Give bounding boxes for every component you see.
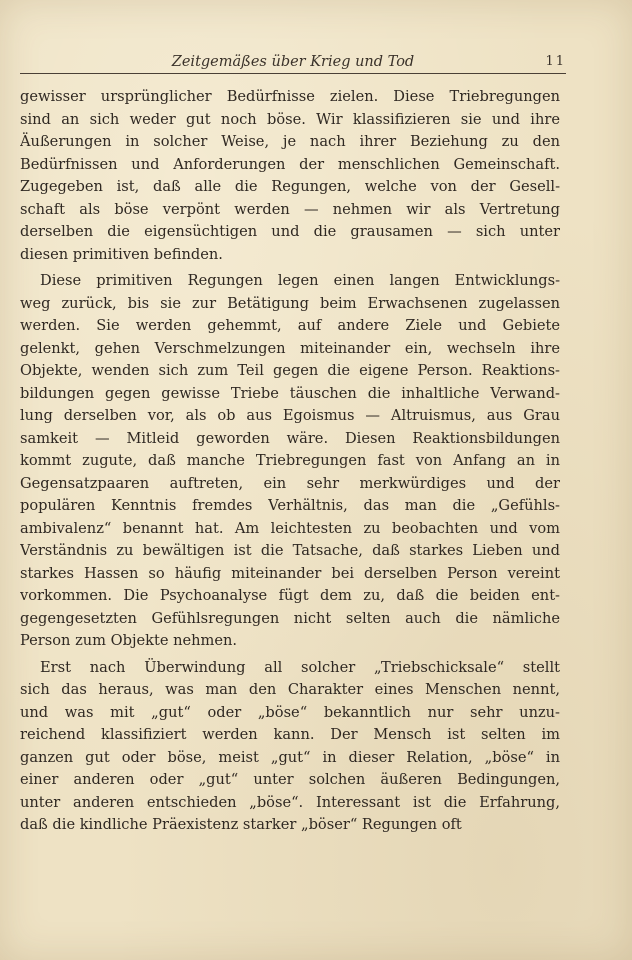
paragraph	[20, 86, 560, 266]
text-line: Objekte, wenden sich zum Teil gegen die eigene Person. Reaktions-	[20, 362, 560, 379]
text-line: einer anderen oder „gut“ unter solchen äußeren Bedingungen,	[20, 771, 560, 788]
body-text	[20, 86, 560, 837]
text-line: samkeit — Mitleid geworden wäre. Diesen Reaktionsbildungen	[20, 429, 560, 447]
text-line: Gegensatzpaaren auftreten, ein sehr merkwürdiges und der	[20, 474, 560, 492]
text-line: Verständnis zu bewältigen ist die Tatsache, daß starkes Lieben und	[20, 542, 560, 559]
text-line: bildungen gegen gewisse Triebe täuschen die inhaltliche Verwand-	[20, 384, 560, 402]
text-line: derselben die eigensüchtigen und die grausamen — sich unter	[20, 223, 560, 240]
text-line: lung derselben vor, als ob aus Egoismus — Altruismus, aus Grau	[20, 407, 560, 424]
text-line: populären Kenntnis fremdes Verhältnis, das man die „Gefühls-	[20, 497, 560, 514]
text-line: weg zurück, bis sie zur Betätigung beim Erwachsenen zugelassen	[20, 294, 560, 312]
text-line: kommt zugute, daß manche Triebregungen fast von Anfang an in	[20, 452, 560, 469]
text-line: ambivalenz“ benannt hat. Am leichtesten zu beobachten und vom	[20, 519, 560, 537]
running-head	[20, 54, 566, 74]
text-line: Person zum Objekte nehmen.	[20, 632, 238, 649]
text-line: sind an sich weder gut noch böse. Wir klassifizieren sie und ihre	[20, 110, 560, 128]
text-line: Bedürfnissen und Anforderungen der menschlichen Gemeinschaft.	[20, 155, 560, 173]
text-line: reichend klassifiziert werden kann. Der Mensch ist selten im	[20, 726, 560, 743]
text-line: vorkommen. Die Psychoanalyse fügt dem zu, daß die beiden ent-	[20, 587, 560, 604]
text-line: daß die kindliche Präexistenz starker „böser“ Regungen oft	[20, 816, 462, 833]
text-line: gelenkt, gehen Verschmelzungen miteinander ein, wechseln ihre	[20, 339, 560, 357]
header-rule	[20, 73, 566, 74]
text-line: diesen primitiven befinden.	[20, 245, 223, 263]
text-line: ganzen gut oder böse, meist „gut“ in dieser Relation, „böse“ in	[20, 748, 560, 766]
text-line: Diese primitiven Regungen legen einen langen Entwicklungs-	[40, 272, 560, 289]
text-line: werden. Sie werden gehemmt, auf andere Ziele und Gebiete	[20, 317, 560, 334]
running-head-title: Zeitgemäßes über Krieg und Tod	[171, 54, 415, 70]
text-line: gegengesetzten Gefühlsregungen nicht selten auch die nämliche	[20, 609, 560, 627]
text-line: sich das heraus, was man den Charakter eines Menschen nennt,	[20, 681, 560, 698]
text-line: schaft als böse verpönt werden — nehmen wir als Vertretung	[20, 200, 560, 218]
text-line: Zugegeben ist, daß alle die Regungen, welche von der Gesell-	[20, 178, 560, 195]
text-line: gewisser ursprünglicher Bedürfnisse zielen. Diese Triebregungen	[20, 88, 560, 105]
text-line: unter anderen entschieden „böse“. Interessant ist die Erfahrung,	[20, 793, 560, 811]
text-line: und was mit „gut“ oder „böse“ bekanntlich nur sehr unzu-	[20, 703, 560, 721]
text-line: starkes Hassen so häufig miteinander bei derselben Person vereint	[20, 564, 560, 582]
paragraph	[20, 270, 560, 653]
text-line: Erst nach Überwindung all solcher „Triebschicksale“ stellt	[40, 658, 560, 676]
page-number: 11	[545, 54, 566, 69]
paragraph	[20, 657, 560, 837]
text-line: Äußerungen in solcher Weise, je nach ihrer Beziehung zu den	[20, 133, 560, 150]
